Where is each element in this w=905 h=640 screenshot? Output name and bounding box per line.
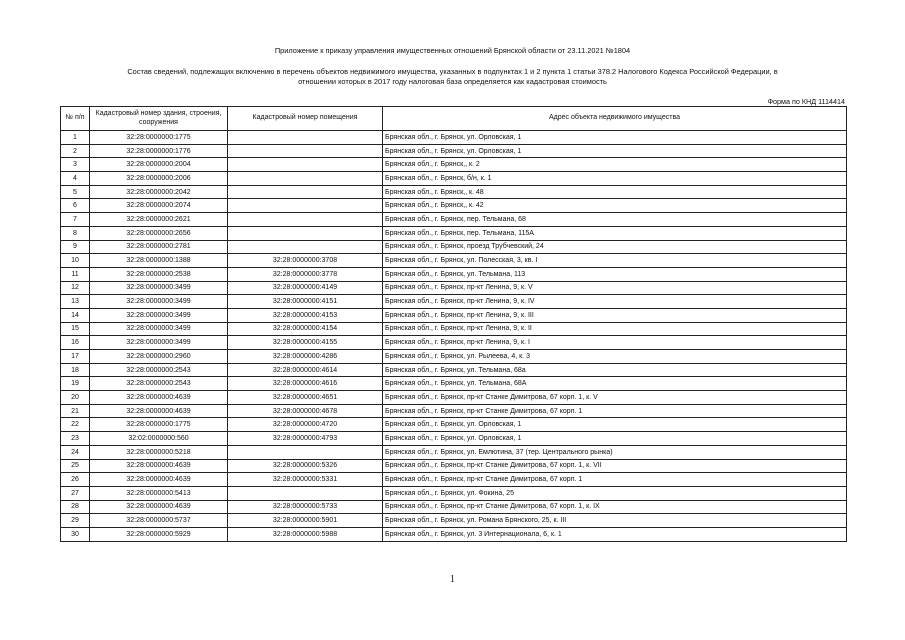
cell-premises-cadastral: 32:28:0000000:5331 <box>228 473 383 487</box>
cell-number: 5 <box>61 185 90 199</box>
cell-building-cadastral: 32:28:0000000:5737 <box>90 514 228 528</box>
cell-premises-cadastral <box>228 445 383 459</box>
table-row <box>61 322 847 336</box>
table-row <box>61 131 847 145</box>
table-row <box>61 158 847 172</box>
table-row <box>61 500 847 514</box>
table-header-row <box>61 107 847 131</box>
cell-premises-cadastral: 32:28:0000000:4614 <box>228 363 383 377</box>
table-row <box>61 514 847 528</box>
cell-number: 1 <box>61 131 90 145</box>
cell-number: 25 <box>61 459 90 473</box>
cell-number: 14 <box>61 308 90 322</box>
table-row <box>61 213 847 227</box>
table-row <box>61 295 847 309</box>
table-row <box>61 308 847 322</box>
cell-number: 9 <box>61 240 90 254</box>
cell-address: Брянская обл., г. Брянск, пр-кт Ленина, 9, к. III <box>383 308 847 322</box>
column-header-building-cadastral: Кадастровый номер здания, строения, сооружения <box>90 107 228 131</box>
column-header-number: № п/п <box>61 107 90 131</box>
cell-address: Брянская обл., г. Брянск, пер. Тельмана, 115А <box>383 226 847 240</box>
table-row <box>61 418 847 432</box>
cell-address: Брянская обл., г. Брянск, б/н, к. 1 <box>383 172 847 186</box>
cell-building-cadastral: 32:28:0000000:3499 <box>90 322 228 336</box>
cell-premises-cadastral <box>228 172 383 186</box>
column-header-address: Адрес объекта недвижимого имущества <box>383 107 847 131</box>
cell-premises-cadastral: 32:28:0000000:4155 <box>228 336 383 350</box>
table-row <box>61 377 847 391</box>
table-row <box>61 391 847 405</box>
cell-building-cadastral: 32:28:0000000:2543 <box>90 377 228 391</box>
cell-building-cadastral: 32:28:0000000:1776 <box>90 144 228 158</box>
cell-number: 21 <box>61 404 90 418</box>
table-row <box>61 254 847 268</box>
cell-number: 4 <box>61 172 90 186</box>
cell-premises-cadastral: 32:28:0000000:4153 <box>228 308 383 322</box>
cell-number: 7 <box>61 213 90 227</box>
table-row <box>61 459 847 473</box>
cell-premises-cadastral: 32:28:0000000:4151 <box>228 295 383 309</box>
cell-number: 29 <box>61 514 90 528</box>
cell-building-cadastral: 32:28:0000000:3499 <box>90 281 228 295</box>
table-row <box>61 527 847 541</box>
cell-building-cadastral: 32:28:0000000:5929 <box>90 527 228 541</box>
cell-address: Брянская обл., г. Брянск, пр-кт Ленина, 9, к. IV <box>383 295 847 309</box>
cell-building-cadastral: 32:28:0000000:5218 <box>90 445 228 459</box>
cell-building-cadastral: 32:28:0000000:4639 <box>90 391 228 405</box>
cell-building-cadastral: 32:28:0000000:4639 <box>90 473 228 487</box>
cell-premises-cadastral <box>228 213 383 227</box>
cell-premises-cadastral: 32:28:0000000:4616 <box>228 377 383 391</box>
table-row <box>61 185 847 199</box>
cell-address: Брянская обл., г. Брянск, пр-кт Станке Димитрова, 67 корп. 1, к. IX <box>383 500 847 514</box>
cell-number: 22 <box>61 418 90 432</box>
cell-building-cadastral: 32:28:0000000:4639 <box>90 459 228 473</box>
cell-address: Брянская обл., г. Брянск,, к. 42 <box>383 199 847 213</box>
cell-premises-cadastral <box>228 158 383 172</box>
cell-premises-cadastral <box>228 144 383 158</box>
cell-premises-cadastral <box>228 199 383 213</box>
cell-number: 16 <box>61 336 90 350</box>
cell-number: 13 <box>61 295 90 309</box>
cell-number: 18 <box>61 363 90 377</box>
document-description-line-2: отношении которых в 2017 году налоговая база определяется как кадастровая стоимость <box>298 77 607 86</box>
cell-building-cadastral: 32:28:0000000:2004 <box>90 158 228 172</box>
table-row <box>61 336 847 350</box>
column-header-premises-cadastral: Кадастровый номер помещения <box>228 107 383 131</box>
table-row <box>61 281 847 295</box>
cell-address: Брянская обл., г. Брянск, пр-кт Станке Димитрова, 67 корп. 1, к. VII <box>383 459 847 473</box>
table-row <box>61 404 847 418</box>
cell-premises-cadastral: 32:28:0000000:3778 <box>228 267 383 281</box>
cell-number: 8 <box>61 226 90 240</box>
table-row <box>61 267 847 281</box>
cell-building-cadastral: 32:28:0000000:2538 <box>90 267 228 281</box>
cell-address: Брянская обл., г. Брянск, ул. Орловская, 1 <box>383 418 847 432</box>
cell-number: 6 <box>61 199 90 213</box>
cell-address: Брянская обл., г. Брянск, ул. Емлютина, 37 (тер. Центрального рынка) <box>383 445 847 459</box>
cell-number: 15 <box>61 322 90 336</box>
cell-building-cadastral: 32:28:0000000:2621 <box>90 213 228 227</box>
cell-address: Брянская обл., г. Брянск, ул. Тельмана, 68А <box>383 377 847 391</box>
table-row <box>61 473 847 487</box>
table-row <box>61 240 847 254</box>
cell-address: Брянская обл., г. Брянск, пер. Тельмана, 68 <box>383 213 847 227</box>
cell-number: 28 <box>61 500 90 514</box>
cell-number: 10 <box>61 254 90 268</box>
cell-address: Брянская обл., г. Брянск, ул. Романа Брянского, 25, к. III <box>383 514 847 528</box>
cell-building-cadastral: 32:28:0000000:2781 <box>90 240 228 254</box>
cell-premises-cadastral: 32:28:0000000:4678 <box>228 404 383 418</box>
cell-number: 27 <box>61 486 90 500</box>
cell-premises-cadastral <box>228 185 383 199</box>
cell-building-cadastral: 32:28:0000000:2656 <box>90 226 228 240</box>
page-number: 1 <box>450 574 455 585</box>
cell-address: Брянская обл., г. Брянск, пр-кт Ленина, 9, к. II <box>383 322 847 336</box>
cell-premises-cadastral <box>228 226 383 240</box>
cell-number: 2 <box>61 144 90 158</box>
cell-address: Брянская обл., г. Брянск, пр-кт Станке Димитрова, 67 корп. 1 <box>383 404 847 418</box>
cell-number: 30 <box>61 527 90 541</box>
table-row <box>61 432 847 446</box>
cell-address: Брянская обл., г. Брянск, ул. Орловская, 1 <box>383 144 847 158</box>
cell-number: 20 <box>61 391 90 405</box>
cell-premises-cadastral: 32:28:0000000:4154 <box>228 322 383 336</box>
cell-address: Брянская обл., г. Брянск, проезд Трубчевский, 24 <box>383 240 847 254</box>
cell-building-cadastral: 32:28:0000000:4639 <box>90 404 228 418</box>
cell-address: Брянская обл., г. Брянск, ул. Полесская, 3, кв. I <box>383 254 847 268</box>
cell-building-cadastral: 32:28:0000000:2960 <box>90 350 228 364</box>
property-table <box>60 106 847 542</box>
cell-building-cadastral: 32:28:0000000:3499 <box>90 308 228 322</box>
cell-building-cadastral: 32:28:0000000:4639 <box>90 500 228 514</box>
cell-number: 17 <box>61 350 90 364</box>
table-row <box>61 172 847 186</box>
cell-building-cadastral: 32:28:0000000:5413 <box>90 486 228 500</box>
cell-address: Брянская обл., г. Брянск,, к. 48 <box>383 185 847 199</box>
cell-number: 3 <box>61 158 90 172</box>
cell-building-cadastral: 32:28:0000000:2006 <box>90 172 228 186</box>
cell-address: Брянская обл., г. Брянск, пр-кт Станке Димитрова, 67 корп. 1, к. V <box>383 391 847 405</box>
cell-number: 26 <box>61 473 90 487</box>
cell-premises-cadastral: 32:28:0000000:5733 <box>228 500 383 514</box>
cell-premises-cadastral: 32:28:0000000:5901 <box>228 514 383 528</box>
cell-number: 19 <box>61 377 90 391</box>
cell-premises-cadastral: 32:28:0000000:4149 <box>228 281 383 295</box>
cell-number: 11 <box>61 267 90 281</box>
cell-address: Брянская обл., г. Брянск, пр-кт Ленина, 9, к. V <box>383 281 847 295</box>
cell-building-cadastral: 32:28:0000000:3499 <box>90 295 228 309</box>
cell-building-cadastral: 32:28:0000000:2543 <box>90 363 228 377</box>
form-code-label: Форма по КНД 1114414 <box>767 97 845 106</box>
cell-address: Брянская обл., г. Брянск, пр-кт Ленина, 9, к. I <box>383 336 847 350</box>
document-description-line-1: Состав сведений, подлежащих включению в перечень объектов недвижимого имущества, указанных в подпунктах 1 и 2 пункта 1 статьи 378.2 Налогового Кодекса Российской Федерации, в <box>127 67 778 76</box>
cell-address: Брянская обл., г. Брянск, ул. Орловская, 1 <box>383 432 847 446</box>
cell-premises-cadastral <box>228 486 383 500</box>
cell-premises-cadastral: 32:28:0000000:5326 <box>228 459 383 473</box>
table-row <box>61 226 847 240</box>
cell-premises-cadastral: 32:28:0000000:4286 <box>228 350 383 364</box>
cell-premises-cadastral: 32:28:0000000:4651 <box>228 391 383 405</box>
cell-address: Брянская обл., г. Брянск,, к. 2 <box>383 158 847 172</box>
table-row <box>61 445 847 459</box>
appendix-title: Приложение к приказу управления имущественных отношений Брянской области от 23.11.2021 №1804 <box>274 46 631 55</box>
cell-premises-cadastral: 32:28:0000000:3708 <box>228 254 383 268</box>
cell-address: Брянская обл., г. Брянск, пр-кт Станке Димитрова, 67 корп. 1 <box>383 473 847 487</box>
cell-address: Брянская обл., г. Брянск, ул. Рылеева, 4, к. 3 <box>383 350 847 364</box>
cell-premises-cadastral <box>228 240 383 254</box>
cell-building-cadastral: 32:28:0000000:2074 <box>90 199 228 213</box>
cell-building-cadastral: 32:28:0000000:3499 <box>90 336 228 350</box>
cell-premises-cadastral: 32:28:0000000:4720 <box>228 418 383 432</box>
table-row <box>61 350 847 364</box>
cell-building-cadastral: 32:28:0000000:1388 <box>90 254 228 268</box>
cell-address: Брянская обл., г. Брянск, ул. 3 Интернационала, 6, к. 1 <box>383 527 847 541</box>
table-row <box>61 199 847 213</box>
cell-premises-cadastral <box>228 131 383 145</box>
cell-building-cadastral: 32:02:0000000:560 <box>90 432 228 446</box>
cell-building-cadastral: 32:28:0000000:1775 <box>90 418 228 432</box>
cell-building-cadastral: 32:28:0000000:2042 <box>90 185 228 199</box>
table-row <box>61 144 847 158</box>
cell-building-cadastral: 32:28:0000000:1775 <box>90 131 228 145</box>
cell-premises-cadastral: 32:28:0000000:5988 <box>228 527 383 541</box>
cell-number: 24 <box>61 445 90 459</box>
cell-address: Брянская обл., г. Брянск, ул. Орловская, 1 <box>383 131 847 145</box>
cell-number: 23 <box>61 432 90 446</box>
cell-number: 12 <box>61 281 90 295</box>
cell-address: Брянская обл., г. Брянск, ул. Фокина, 25 <box>383 486 847 500</box>
table-row <box>61 363 847 377</box>
table-body <box>61 131 847 542</box>
cell-address: Брянская обл., г. Брянск, ул. Тельмана, 68а <box>383 363 847 377</box>
table-row <box>61 486 847 500</box>
cell-premises-cadastral: 32:28:0000000:4793 <box>228 432 383 446</box>
cell-address: Брянская обл., г. Брянск, ул. Тельмана, 113 <box>383 267 847 281</box>
